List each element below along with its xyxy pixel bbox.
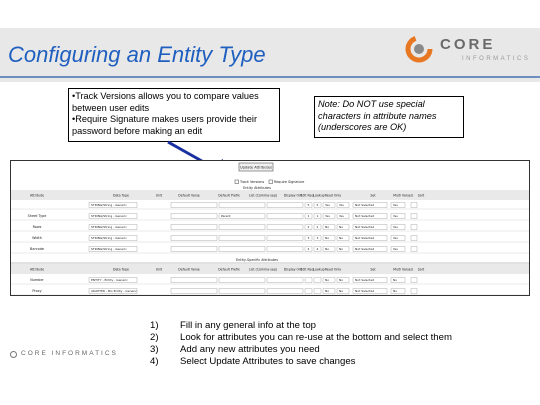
multi-valued-value: Yes xyxy=(393,214,398,219)
edit-order-value: 2 xyxy=(316,225,319,230)
default-value-input[interactable] xyxy=(171,247,217,252)
lookup-value: Yes xyxy=(325,203,330,208)
sort-input[interactable] xyxy=(411,278,417,283)
column-header: Attribute xyxy=(29,267,45,272)
step-item xyxy=(150,332,452,344)
column-header: Unit xyxy=(155,267,163,272)
edit-order-value: 5 xyxy=(316,203,319,208)
step-number: 1) xyxy=(150,320,159,331)
logo-subtitle: INFORMATICS xyxy=(462,56,531,62)
column-header: List (Comma-sep) xyxy=(248,193,278,198)
step-item xyxy=(150,320,452,332)
entity-specific-heading: Entity-Specific Attributes xyxy=(235,258,279,262)
core-logo xyxy=(404,34,534,70)
require-signature-label: Require Signature xyxy=(274,180,305,185)
column-header: List (Comma-sep) xyxy=(248,267,278,272)
sort-input[interactable] xyxy=(411,247,417,252)
step-number: 3) xyxy=(150,344,159,355)
column-header: Sort xyxy=(417,193,425,198)
step-text: Fill in any general info at the top xyxy=(180,320,316,331)
track-versions-label: Track Versions xyxy=(240,180,265,185)
multi-valued-value: Yes xyxy=(393,247,398,252)
default-prefix-input[interactable] xyxy=(219,236,265,241)
require-signature-checkbox[interactable] xyxy=(269,180,273,184)
multi-valued-value: Yes xyxy=(393,203,398,208)
read-only-value: Yes xyxy=(339,203,344,208)
set-value: Not Selected xyxy=(355,289,375,294)
lookup-value: No xyxy=(325,278,330,283)
attributes-form xyxy=(11,161,530,296)
callout-line-require-signature: •Require Signature makes users provide their password before making an edit xyxy=(72,114,258,136)
entity-attributes-heading: Entity Attributes xyxy=(243,186,271,190)
steps-list xyxy=(150,320,452,368)
sort-input[interactable] xyxy=(411,289,417,294)
track-versions-checkbox[interactable] xyxy=(235,180,239,184)
update-attributes-label: Update Attributes xyxy=(240,165,272,170)
step-number: 4) xyxy=(150,356,159,367)
column-header: Unit xyxy=(155,193,163,198)
column-header: Display Ord xyxy=(283,193,303,198)
step-text: Add any new attributes you need xyxy=(180,344,320,355)
data-type-value: STRING/String - Generic xyxy=(91,225,127,230)
lookup-value: No xyxy=(325,289,330,294)
data-type-value: ADAPTER - Bio Entity - Generic xyxy=(91,289,138,294)
step-number: 2) xyxy=(150,332,159,343)
multi-valued-value: Yes xyxy=(393,236,398,241)
sort-input[interactable] xyxy=(411,203,417,208)
multi-valued-value: No xyxy=(393,278,398,283)
list-input[interactable] xyxy=(267,203,303,208)
step-item xyxy=(150,356,452,368)
list-input[interactable] xyxy=(267,278,303,283)
sort-input[interactable] xyxy=(411,214,417,219)
callout-line-track-versions: •Track Versions allows you to compare values between user edits xyxy=(72,91,259,113)
edit-order-value: 1 xyxy=(316,214,319,219)
slide-title: Configuring an Entity Type xyxy=(8,42,266,67)
set-value: Not Selected xyxy=(355,203,375,208)
column-header: Default Prefix xyxy=(218,193,240,198)
attribute-name-cell: Barcode xyxy=(30,247,44,251)
versions-callout xyxy=(68,88,280,142)
data-type-value: ENTITY - Entity - Generic xyxy=(91,278,128,283)
set-value: Not Selected xyxy=(355,278,375,283)
data-type-value: STRING/String - Generic xyxy=(91,247,127,252)
read-only-value: No xyxy=(339,225,344,230)
display-order-value: 2 xyxy=(307,225,310,230)
default-value-input[interactable] xyxy=(171,289,217,294)
default-value-input[interactable] xyxy=(171,203,217,208)
footer-logo-icon xyxy=(10,351,17,358)
default-prefix-value: Parent xyxy=(221,214,231,219)
default-prefix-input[interactable] xyxy=(219,278,265,283)
default-prefix-input[interactable] xyxy=(219,247,265,252)
lookup-value: No xyxy=(325,225,330,230)
edit-order-input[interactable] xyxy=(314,278,321,283)
default-value-input[interactable] xyxy=(171,225,217,230)
edit-order-input[interactable] xyxy=(314,289,321,294)
title-rule xyxy=(0,76,540,78)
default-prefix-input[interactable] xyxy=(219,225,265,230)
set-value: Not Selected xyxy=(355,236,375,241)
default-prefix-input[interactable] xyxy=(219,289,265,294)
edit-order-value: 3 xyxy=(316,236,319,241)
step-text: Look for attributes you can re-use at the bottom and select them xyxy=(180,332,452,343)
display-order-input[interactable] xyxy=(305,278,312,283)
column-header: Multi Valued xyxy=(393,267,413,272)
column-header: Data Type xyxy=(113,267,129,272)
core-logo-icon xyxy=(404,34,434,64)
data-type-value: STRING/String - Generic xyxy=(91,214,127,219)
column-header: Lookup xyxy=(313,267,325,272)
lookup-value: No xyxy=(325,236,330,241)
display-order-value: 5 xyxy=(307,203,310,208)
logo-word: CORE xyxy=(440,36,496,53)
column-header: Default Prefix xyxy=(218,267,240,272)
column-header: Multi Valued xyxy=(393,193,413,198)
column-header: Set xyxy=(370,267,376,272)
set-value: Not Selected xyxy=(355,214,375,219)
attribute-name-cell: Proxy xyxy=(32,289,42,293)
set-value: Not Selected xyxy=(355,225,375,230)
attribute-name-cell: Number xyxy=(30,278,44,282)
column-header: Data Type xyxy=(113,193,129,198)
multi-valued-value: Yes xyxy=(393,225,398,230)
attribute-name-cell: Sheet Type xyxy=(27,214,47,218)
read-only-value: No xyxy=(339,289,344,294)
column-header: Sort xyxy=(417,267,425,272)
list-input[interactable] xyxy=(267,225,303,230)
naming-note-callout: Note: Do NOT use special characters in attribute names (underscores are OK) xyxy=(314,96,464,138)
list-input[interactable] xyxy=(267,214,303,219)
default-value-input[interactable] xyxy=(171,214,217,219)
column-header: Edit Req xyxy=(300,193,314,198)
column-header: Edit Req xyxy=(300,267,314,272)
step-item xyxy=(150,344,452,356)
display-order-value: 3 xyxy=(307,236,310,241)
display-order-value: 4 xyxy=(307,247,310,252)
list-input[interactable] xyxy=(267,236,303,241)
sort-input[interactable] xyxy=(411,236,417,241)
column-header: Read Only xyxy=(324,267,342,272)
step-text: Select Update Attributes to save changes xyxy=(180,356,356,367)
read-only-value: No xyxy=(339,247,344,252)
data-type-value: STRING/String - Generic xyxy=(91,236,127,241)
default-value-input[interactable] xyxy=(171,236,217,241)
attributes-screenshot xyxy=(10,160,530,296)
column-header: Attribute xyxy=(29,193,45,198)
sort-input[interactable] xyxy=(411,225,417,230)
column-header: Read Only xyxy=(324,193,342,198)
lookup-value: No xyxy=(325,247,330,252)
multi-valued-value: No xyxy=(393,289,398,294)
read-only-value: Yes xyxy=(339,214,344,219)
footer-logo-text: CORE INFORMATICS xyxy=(21,350,118,357)
read-only-value: No xyxy=(339,278,344,283)
column-header: Set xyxy=(370,193,376,198)
attribute-name-cell: Rows xyxy=(32,225,42,229)
data-type-value: STRING/String - Generic xyxy=(91,203,127,208)
column-header: Default Value xyxy=(178,193,200,198)
read-only-value: No xyxy=(339,236,344,241)
column-header: Lookup xyxy=(313,193,325,198)
list-input[interactable] xyxy=(267,247,303,252)
column-header: Display Ord xyxy=(283,267,303,272)
default-value-input[interactable] xyxy=(171,278,217,283)
attribute-name-cell: Width xyxy=(32,236,42,240)
edit-order-value: 4 xyxy=(316,247,319,252)
display-order-input[interactable] xyxy=(305,289,312,294)
set-value: Not Selected xyxy=(355,247,375,252)
lookup-value: Yes xyxy=(325,214,330,219)
default-prefix-input[interactable] xyxy=(219,203,265,208)
list-input[interactable] xyxy=(267,289,303,294)
column-header: Default Value xyxy=(178,267,200,272)
footer-logo xyxy=(10,350,118,360)
display-order-value: 1 xyxy=(307,214,310,219)
